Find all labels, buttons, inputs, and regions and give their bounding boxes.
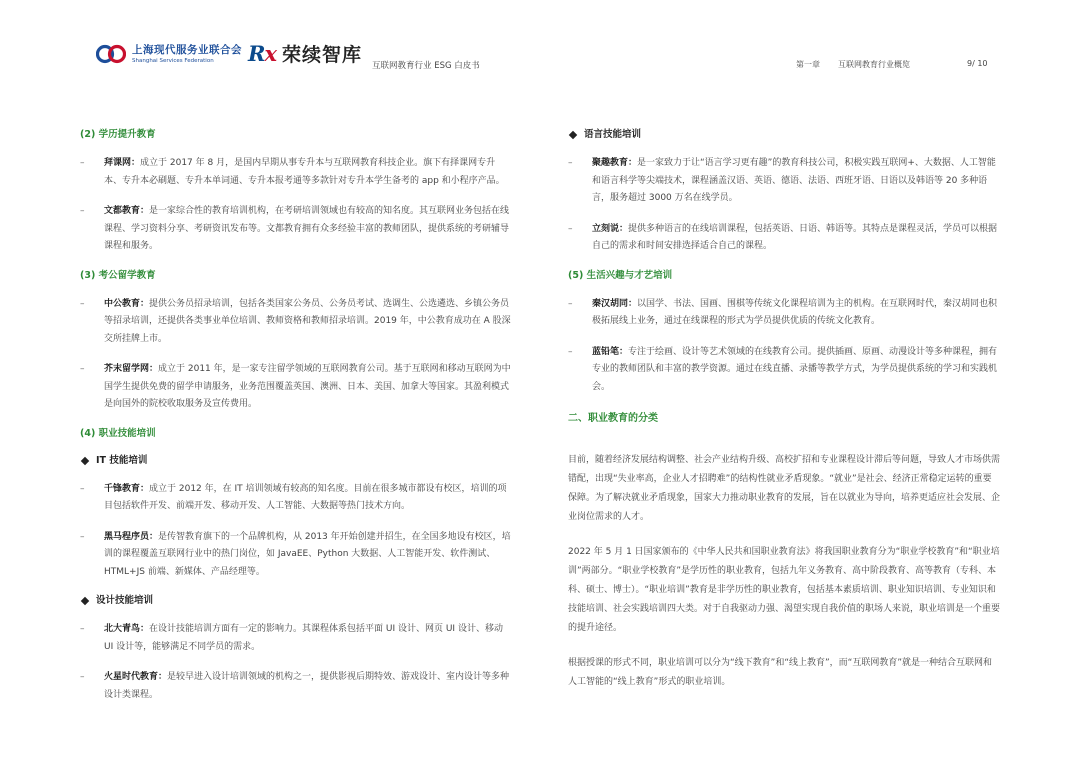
section-title-hobby: (5) 生活兴趣与才艺培训 xyxy=(568,269,673,281)
paragraph: 2022 年 5 月 1 日国家颁布的《中华人民共和国职业教育法》将我国职业教育分为“职业学校教育”和“职业培训”两部分。“职业学校教育”是学历性的职业教育，包括九年义务教育、高中阶段教育、高等教育（专科、本科、硕士、博士）。“职业培训”教育是非学历性的职业教育，包括基本素质培训、职业知识培训、专业知识和技能培训、社会实践培训四大类。对于自我驱动力强、渴望实现自我价值的职场人来说，职业培训是一个重要的提升途径。 xyxy=(568,547,1001,633)
chapter-label: 第一章 xyxy=(796,60,820,69)
paragraph: 根据授课的形式不同，职业培训可以分为“线下教育”和“线上教育”，而“互联网教育”就是一种结合互联网和人工智能的“线上教育”形式的职业培训。 xyxy=(568,658,992,687)
logo1-chinese-name: 上海现代服务业联合会 xyxy=(132,43,242,56)
diamond-bullet-icon xyxy=(81,456,89,464)
list-item: – 火星时代教育：是较早进入设计培训领域的机构之一，提供影视后期特效、游戏设计、室内设计等多种设计类课程。 xyxy=(80,672,510,700)
list-item: – 中公教育：提供公务员招录培训，包括各类国家公务员、公务员考试、选调生、公选遴选、乡镇公务员等招录培训，还提供各类事业单位培训、教师资格和教师招录培训。2019 年，中公教育成功在 A 股深交所挂牌上市。 xyxy=(80,298,511,344)
list-item: – 芥末留学网：成立于 2011 年，是一家专注留学领域的互联网教育公司。基于互联网和移动互联网为中国学生提供免费的留学申请服务，业务范围覆盖英国、澳洲、日本、美国、加拿大等国家。其盈利模式是向国外的院校收取服务及宣传费用。 xyxy=(80,364,511,409)
chapter-name: 互联网教育行业概览 xyxy=(838,60,910,69)
diamond-bullet-icon xyxy=(81,597,89,605)
list-item: – 千锋教育：成立于 2012 年，在 IT 培训领域有较高的知名度。目前在很多城市都设有校区，培训的项目包括软件开发、前端开发、移动开发、人工智能、大数据等热门技术方向。 xyxy=(80,483,507,511)
document-title: 互联网教育行业 ESG 白皮书 xyxy=(372,61,480,71)
logo2-name: 荣续智库 xyxy=(281,44,362,66)
rx-mark-icon: Rx xyxy=(248,41,276,66)
subsection-it: IT 技能培训 xyxy=(80,454,512,468)
section-title-classification: 二、职业教育的分类 xyxy=(568,413,658,424)
shanghai-services-federation-logo xyxy=(96,42,242,66)
section-title-vocational: (4) 职业技能培训 xyxy=(80,427,156,439)
list-item: – 文都教育：是一家综合性的教育培训机构，在考研培训领域也有较高的知名度。其互联网业务包括在线课程、学习资料分享、考研资讯发布等。文都教育拥有众多经验丰富的教师团队，提供系统的考研辅导课程和服务。 xyxy=(80,206,510,251)
right-column xyxy=(568,128,1000,708)
section-title-degree: (2) 学历提升教育 xyxy=(80,129,156,140)
logo1-english-name: Shanghai Services Federation xyxy=(132,57,214,64)
list-item: – 蓝铅笔：专注于绘画、设计等艺术领域的在线教育公司。提供插画、原画、动漫设计等多种课程，拥有专业的教师团队和丰富的教学资源。通过在线直播、录播等教学方式，为学员提供系统的学习和实践机会。 xyxy=(568,346,998,392)
subsection-design: 设计技能培训 xyxy=(80,594,512,608)
diamond-bullet-icon xyxy=(569,131,577,139)
list-item: – 聚趣教育：是一家致力于让“语言学习更有趣”的教育科技公司，积极实践互联网+、大数据、人工智能和语言科学等尖端技术，课程涵盖汉语、英语、德语、法语、西班牙语、日语以及韩语等 20 多种语言，服务超过 3000 万名在线学员。 xyxy=(568,158,996,203)
rongxu-think-tank-logo xyxy=(248,40,362,67)
list-item: – 拜课网：成立于 2017 年 8 月，是国内早期从事专升本与互联网教育科技企业。旗下有择课网专升本、专升本必刷题、专升本单词通、专升本报考通等多款针对专升本学生备考的 app 和小程序产品。 xyxy=(80,158,505,186)
section-title-civil-service: (3) 考公留学教育 xyxy=(80,269,156,281)
left-column xyxy=(80,128,512,717)
page-header xyxy=(0,0,1080,100)
list-item: – 立刻说：提供多种语言的在线培训课程，包括英语、日语、韩语等。其特点是课程灵活，学员可以根据自己的需求和时间安排选择适合自己的课程。 xyxy=(568,223,998,251)
list-item: – 黑马程序员：是传智教育旗下的一个品牌机构，从 2013 年开始创建并招生，在全国多地设有校区，培训的课程覆盖互联网行业中的热门岗位，如 JavaEE、Python 大数据、人工智能开发、软件测试、HTML+JS 前端、新媒体、产品经理等。 xyxy=(80,531,511,577)
page-number: 9/ 10 xyxy=(967,59,988,68)
list-item: – 秦汉胡同：以国学、书法、国画、围棋等传统文化课程培训为主的机构。在互联网时代，秦汉胡同也积极拓展线上业务，通过在线课程的形式为学员提供优质的传统文化教育。 xyxy=(568,298,998,326)
subsection-language: 语言技能培训 xyxy=(568,128,1000,142)
paragraph: 目前，随着经济发展结构调整、社会产业结构升级、高校扩招和专业课程设计滞后等问题，导致人才市场供需错配，出现“失业率高，企业人才招聘难”的结构性就业矛盾现象。“就业”是社会、经济正常稳定运转的重要保障。为了解决就业矛盾现象，国家大力推动职业教育的发展，旨在以就业为导向，培养更适应社会发展、企业岗位需求的人才。 xyxy=(568,455,1001,522)
federation-logo-icon xyxy=(96,42,126,66)
list-item: – 北大青鸟：在设计技能培训方面有一定的影响力。其课程体系包括平面 UI 设计、网页 UI 设计、移动 UI 设计等，能够满足不同学员的需求。 xyxy=(80,624,503,652)
